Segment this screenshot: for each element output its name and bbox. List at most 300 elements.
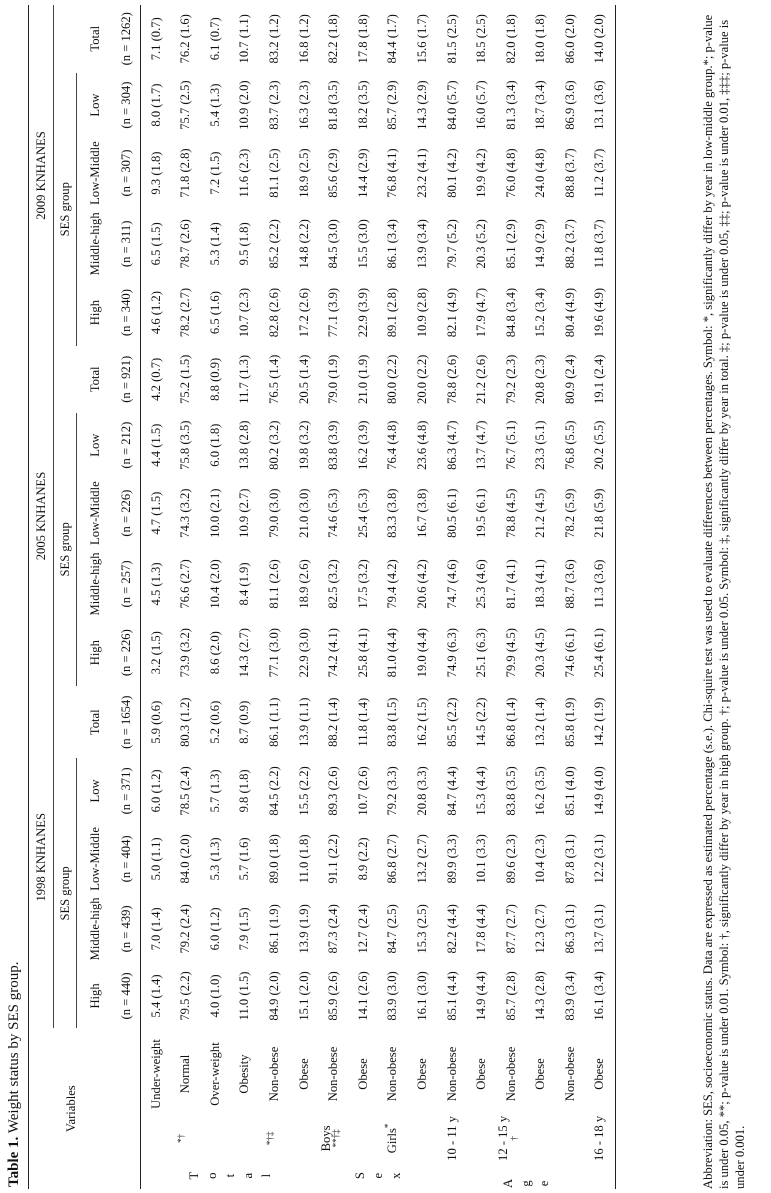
value-cell: 8.8 (0.9) bbox=[207, 357, 222, 401]
group-total-letter: l bbox=[258, 1173, 273, 1178]
category-cell: Non-obese bbox=[266, 1046, 281, 1102]
value-cell: 16.2 (3.9) bbox=[355, 420, 370, 470]
category-cell: Obesity bbox=[237, 1054, 252, 1094]
value-cell: 11.3 (3.6) bbox=[592, 559, 607, 609]
value-cell: 80.4 (4.9) bbox=[562, 287, 577, 338]
value-cell: 82.2 (1.8) bbox=[326, 14, 341, 64]
value-cell: 85.7 (2.8) bbox=[503, 971, 518, 1021]
value-cell: 80.9 (2.4) bbox=[562, 354, 577, 404]
col-header-2-4: Total bbox=[87, 25, 102, 52]
col-header-0-2: Low-Middle bbox=[87, 827, 102, 891]
value-cell: 21.2 (2.6) bbox=[474, 354, 489, 404]
value-cell: 20.2 (5.5) bbox=[592, 420, 607, 470]
value-cell: 13.1 (3.6) bbox=[592, 80, 607, 130]
subgroup-cell bbox=[259, 1114, 289, 1162]
value-cell: 81.3 (3.4) bbox=[503, 80, 518, 130]
value-cell: 16.1 (3.4) bbox=[592, 971, 607, 1021]
value-cell: 8.7 (0.9) bbox=[237, 700, 252, 744]
col-header-0-4: Total bbox=[87, 709, 102, 736]
value-cell: 80.5 (6.1) bbox=[444, 488, 459, 538]
category-cell: Obese bbox=[355, 1058, 370, 1090]
value-cell: 18.0 (1.8) bbox=[533, 14, 548, 64]
subgroup-cell bbox=[526, 1114, 556, 1162]
value-cell: 25.8 (4.1) bbox=[355, 628, 370, 678]
value-cell: 11.7 (1.3) bbox=[237, 354, 252, 404]
value-cell: 84.4 (1.7) bbox=[385, 14, 400, 64]
value-cell: 13.7 (3.1) bbox=[592, 904, 607, 954]
value-cell: 85.6 (2.9) bbox=[326, 148, 341, 198]
value-cell: 4.2 (0.7) bbox=[148, 357, 163, 401]
value-cell: 84.7 (4.4) bbox=[444, 766, 459, 816]
value-cell: 23.6 (4.8) bbox=[414, 420, 429, 470]
subgroup-cell bbox=[230, 1114, 260, 1162]
value-cell: 17.8 (1.8) bbox=[355, 14, 370, 64]
value-cell: 76.6 (2.7) bbox=[178, 559, 193, 609]
value-cell: 17.8 (4.4) bbox=[474, 904, 489, 954]
sample-size-cell: (n = 340) bbox=[119, 289, 134, 337]
value-cell: 79.7 (5.2) bbox=[444, 219, 459, 269]
sample-size-cell: (n = 1262) bbox=[119, 12, 134, 66]
col-header-0-3: Low bbox=[87, 779, 102, 803]
value-cell: 74.9 (6.3) bbox=[444, 628, 459, 678]
sample-size-cell: (n = 404) bbox=[119, 835, 134, 883]
value-cell: 74.6 (5.3) bbox=[326, 488, 341, 538]
value-cell: 81.0 (4.4) bbox=[385, 628, 400, 678]
value-cell: 12.2 (3.1) bbox=[592, 834, 607, 884]
value-cell: 82.1 (4.9) bbox=[444, 287, 459, 338]
group-sex-letter: x bbox=[388, 1172, 403, 1179]
category-cell: Obese bbox=[296, 1058, 311, 1090]
col-header-2-2: Low-Middle bbox=[87, 141, 102, 205]
value-cell: 91.1 (2.2) bbox=[326, 834, 341, 884]
value-cell: 83.8 (3.9) bbox=[326, 420, 341, 470]
value-cell: 14.5 (2.2) bbox=[474, 697, 489, 747]
value-cell: 11.6 (2.3) bbox=[237, 148, 252, 198]
table-row bbox=[526, 5, 556, 1189]
value-cell: 19.0 (4.4) bbox=[414, 628, 429, 678]
age-range-label: 10 - 11 y bbox=[444, 1116, 459, 1161]
value-cell: 14.3 (2.9) bbox=[414, 80, 429, 130]
value-cell: 86.1 (3.4) bbox=[385, 219, 400, 269]
value-cell: 10.9 (2.8) bbox=[414, 287, 429, 338]
table-row bbox=[378, 5, 408, 1189]
value-cell: 82.8 (2.6) bbox=[266, 287, 281, 338]
group-age bbox=[437, 1162, 615, 1189]
value-cell: 9.5 (1.8) bbox=[237, 222, 252, 266]
value-cell: 81.5 (2.5) bbox=[444, 14, 459, 64]
table-label: Table 1. bbox=[6, 1136, 22, 1187]
value-cell: 75.2 (1.5) bbox=[178, 354, 193, 404]
col-header-0-0: High bbox=[87, 983, 102, 1009]
value-cell: 14.0 (2.0) bbox=[592, 14, 607, 64]
value-cell: 24.0 (4.8) bbox=[533, 148, 548, 198]
group-sex bbox=[319, 1162, 437, 1189]
value-cell: 5.7 (1.3) bbox=[207, 769, 222, 813]
value-cell: 86.9 (3.6) bbox=[562, 80, 577, 130]
col-header-1-3: Low bbox=[87, 433, 102, 457]
col-header-1-2: Low-Middle bbox=[87, 481, 102, 545]
value-cell: 86.1 (1.9) bbox=[266, 904, 281, 954]
value-cell: 25.4 (5.3) bbox=[355, 488, 370, 538]
value-cell: 84.5 (3.0) bbox=[326, 219, 341, 269]
value-cell: 85.9 (2.6) bbox=[326, 971, 341, 1021]
table-body bbox=[141, 5, 616, 1189]
value-cell: 7.1 (0.7) bbox=[148, 17, 163, 61]
age-range-label: 16 - 18 y bbox=[592, 1115, 607, 1161]
value-cell: 20.3 (5.2) bbox=[474, 219, 489, 269]
subgroup-cell bbox=[407, 1114, 437, 1162]
value-cell: 81.1 (2.6) bbox=[266, 559, 281, 609]
sample-size-cell: (n = 371) bbox=[119, 767, 134, 815]
value-cell: 84.7 (2.5) bbox=[385, 904, 400, 954]
value-cell: 7.2 (1.5) bbox=[207, 151, 222, 195]
group-sex-letter: e bbox=[370, 1172, 385, 1179]
value-cell: 9.3 (1.8) bbox=[148, 151, 163, 195]
subgroup-cell bbox=[171, 1114, 201, 1162]
value-cell: 75.8 (3.5) bbox=[178, 420, 193, 470]
value-cell: 21.8 (5.9) bbox=[592, 488, 607, 538]
value-cell: 19.1 (2.4) bbox=[592, 354, 607, 404]
value-cell: 83.9 (3.4) bbox=[562, 971, 577, 1021]
value-cell: 23.3 (5.1) bbox=[533, 420, 548, 470]
value-cell: 5.7 (1.6) bbox=[237, 837, 252, 881]
girls-label: Girls bbox=[385, 1128, 400, 1154]
category-cell: Under-weight bbox=[148, 1039, 163, 1109]
ses-group-1998: SES group bbox=[54, 758, 77, 1028]
value-cell: 14.3 (2.8) bbox=[533, 971, 548, 1021]
ses-group-2005: SES group bbox=[54, 413, 77, 686]
value-cell: 7.0 (1.4) bbox=[148, 907, 163, 951]
table-caption: Weight status by SES group. bbox=[6, 961, 22, 1134]
value-cell: 79.2 (2.4) bbox=[178, 904, 193, 954]
value-cell: 87.3 (2.4) bbox=[326, 904, 341, 954]
value-cell: 83.8 (3.5) bbox=[503, 766, 518, 816]
value-cell: 20.6 (4.2) bbox=[414, 559, 429, 609]
value-cell: 79.2 (3.3) bbox=[385, 766, 400, 816]
significance-mark: *† bbox=[175, 1133, 186, 1143]
value-cell: 82.5 (3.2) bbox=[326, 559, 341, 609]
subgroup-cell bbox=[200, 1114, 230, 1162]
value-cell: 16.2 (3.5) bbox=[533, 766, 548, 816]
value-cell: 71.8 (2.8) bbox=[178, 148, 193, 198]
category-cell: Non-obese bbox=[503, 1046, 518, 1102]
subgroup-cell bbox=[141, 1114, 171, 1162]
group-total-letter: T bbox=[186, 1171, 201, 1180]
value-cell: 15.1 (2.0) bbox=[296, 971, 311, 1021]
value-cell: 4.4 (1.5) bbox=[148, 423, 163, 467]
category-cell: Obese bbox=[592, 1058, 607, 1090]
category-cell: Non-obese bbox=[385, 1046, 400, 1102]
subgroup-cell bbox=[467, 1114, 497, 1162]
sample-size-cell: (n = 226) bbox=[119, 629, 134, 677]
sample-size-row bbox=[113, 5, 141, 1189]
value-cell: 84.8 (3.4) bbox=[503, 287, 518, 338]
value-cell: 17.9 (4.7) bbox=[474, 287, 489, 338]
value-cell: 14.9 (4.0) bbox=[592, 766, 607, 816]
survey-2009: 2009 KNHANES bbox=[29, 5, 54, 346]
value-cell: 11.8 (3.7) bbox=[592, 219, 607, 269]
subgroup-cell bbox=[289, 1114, 319, 1162]
value-cell: 16.2 (1.5) bbox=[414, 697, 429, 747]
value-cell: 5.3 (1.3) bbox=[207, 837, 222, 881]
col-header-2-0: High bbox=[87, 300, 102, 326]
value-cell: 13.7 (4.7) bbox=[474, 420, 489, 470]
value-cell: 13.2 (1.4) bbox=[533, 697, 548, 747]
value-cell: 89.6 (2.3) bbox=[503, 834, 518, 884]
value-cell: 5.2 (0.6) bbox=[207, 700, 222, 744]
value-cell: 81.7 (4.1) bbox=[503, 559, 518, 609]
value-cell: 74.3 (3.2) bbox=[178, 488, 193, 538]
col-header-2-1: Middle-high bbox=[87, 212, 102, 276]
value-cell: 15.5 (2.2) bbox=[296, 766, 311, 816]
value-cell: 13.8 (2.8) bbox=[237, 420, 252, 470]
value-cell: 18.2 (3.5) bbox=[355, 80, 370, 130]
table-footnote: Abbreviation: SES, socioeconomic status. Data are expressed as estimated percentage (s.e.). Chi-squire test was used to evaluate differences between percentages. Symbol: *, significantly differ by year in low-middle group.*; p-value is under 0.05, **; p-value is under 0.01. Symbol: †, significantly differ by year in high group. †; p-value is under 0.05. Symbol: ‡, significantly differ by year in total. ‡; p-value is under 0.05, ‡‡; p-value is under 0.01, ‡‡‡; p-value is under 0.001. bbox=[701, 14, 747, 1189]
survey-1998: 1998 KNHANES bbox=[29, 686, 54, 1028]
value-cell: 77.1 (3.0) bbox=[266, 628, 281, 678]
value-cell: 20.3 (4.5) bbox=[533, 628, 548, 678]
value-cell: 89.9 (3.3) bbox=[444, 834, 459, 884]
value-cell: 13.9 (1.9) bbox=[296, 904, 311, 954]
table-row bbox=[259, 5, 289, 1189]
sample-size-cell: (n = 212) bbox=[119, 421, 134, 469]
value-cell: 78.5 (2.4) bbox=[178, 766, 193, 816]
value-cell: 5.3 (1.4) bbox=[207, 222, 222, 266]
value-cell: 25.1 (6.3) bbox=[474, 628, 489, 678]
value-cell: 83.2 (1.2) bbox=[266, 14, 281, 64]
value-cell: 78.2 (5.9) bbox=[562, 488, 577, 538]
value-cell: 20.0 (2.2) bbox=[414, 354, 429, 404]
value-cell: 82.2 (4.4) bbox=[444, 904, 459, 954]
value-cell: 25.3 (4.6) bbox=[474, 559, 489, 609]
value-cell: 16.7 (3.8) bbox=[414, 488, 429, 538]
sample-size-cell: (n = 1654) bbox=[119, 695, 134, 749]
value-cell: 13.2 (2.7) bbox=[414, 834, 429, 884]
table-row bbox=[141, 5, 171, 1189]
value-cell: 12.7 (2.4) bbox=[355, 904, 370, 954]
value-cell: 20.8 (3.3) bbox=[414, 766, 429, 816]
col-header-2-3: Low bbox=[87, 93, 102, 117]
value-cell: 5.4 (1.3) bbox=[207, 83, 222, 127]
value-cell: 11.8 (1.4) bbox=[355, 697, 370, 747]
table-row bbox=[319, 5, 349, 1189]
group-sex-letter: S bbox=[352, 1172, 367, 1180]
value-cell: 85.2 (2.2) bbox=[266, 219, 281, 269]
value-cell: 6.0 (1.2) bbox=[207, 907, 222, 951]
value-cell: 78.2 (2.7) bbox=[178, 287, 193, 338]
value-cell: 15.3 (2.5) bbox=[414, 904, 429, 954]
value-cell: 10.7 (1.1) bbox=[237, 14, 252, 64]
value-cell: 74.2 (4.1) bbox=[326, 628, 341, 678]
value-cell: 86.8 (1.4) bbox=[503, 697, 518, 747]
value-cell: 6.0 (1.2) bbox=[148, 769, 163, 813]
value-cell: 22.9 (3.0) bbox=[296, 628, 311, 678]
subgroup-cell bbox=[348, 1114, 378, 1162]
category-cell: Non-obese bbox=[562, 1046, 577, 1102]
category-cell: Non-obese bbox=[444, 1046, 459, 1102]
value-cell: 73.9 (3.2) bbox=[178, 628, 193, 678]
value-cell: 15.2 (3.4) bbox=[533, 287, 548, 338]
col-header-1-4: Total bbox=[87, 366, 102, 393]
value-cell: 89.3 (2.6) bbox=[326, 766, 341, 816]
sample-size-cell: (n = 921) bbox=[119, 355, 134, 403]
value-cell: 76.2 (1.6) bbox=[178, 14, 193, 64]
value-cell: 21.0 (1.9) bbox=[355, 354, 370, 404]
value-cell: 85.1 (4.0) bbox=[562, 766, 577, 816]
value-cell: 87.8 (3.1) bbox=[562, 834, 577, 884]
value-cell: 23.2 (4.1) bbox=[414, 148, 429, 198]
ses-group-2009: SES group bbox=[54, 73, 77, 346]
value-cell: 17.5 (3.2) bbox=[355, 559, 370, 609]
group-total bbox=[141, 1162, 319, 1189]
value-cell: 76.8 (4.1) bbox=[385, 148, 400, 198]
category-cell: Obese bbox=[414, 1058, 429, 1090]
value-cell: 15.3 (4.4) bbox=[474, 766, 489, 816]
value-cell: 76.5 (1.4) bbox=[266, 354, 281, 404]
value-cell: 11.0 (1.8) bbox=[296, 834, 311, 884]
value-cell: 85.7 (2.9) bbox=[385, 80, 400, 130]
table-row bbox=[407, 5, 437, 1189]
value-cell: 89.1 (2.8) bbox=[385, 287, 400, 338]
table-row bbox=[496, 5, 526, 1189]
survey-2005: 2005 KNHANES bbox=[29, 346, 54, 686]
value-cell: 81.8 (3.5) bbox=[326, 80, 341, 130]
table-row bbox=[348, 5, 378, 1189]
value-cell: 14.4 (2.9) bbox=[355, 148, 370, 198]
value-cell: 10.9 (2.7) bbox=[237, 488, 252, 538]
value-cell: 87.7 (2.7) bbox=[503, 904, 518, 954]
value-cell: 85.8 (1.9) bbox=[562, 697, 577, 747]
category-cell: Normal bbox=[178, 1054, 193, 1094]
value-cell: 78.8 (4.5) bbox=[503, 488, 518, 538]
value-cell: 76.4 (4.8) bbox=[385, 420, 400, 470]
sample-size-cell: (n = 257) bbox=[119, 560, 134, 608]
col-header-1-1: Middle-high bbox=[87, 552, 102, 616]
value-cell: 10.4 (2.3) bbox=[533, 834, 548, 884]
category-cell: Over-weight bbox=[207, 1042, 222, 1106]
value-cell: 5.4 (1.4) bbox=[148, 974, 163, 1018]
value-cell: 86.3 (3.1) bbox=[562, 904, 577, 954]
value-cell: 16.0 (5.7) bbox=[474, 80, 489, 130]
value-cell: 13.9 (1.1) bbox=[296, 697, 311, 747]
value-cell: 13.9 (3.4) bbox=[414, 219, 429, 269]
sample-size-cell: (n = 304) bbox=[119, 81, 134, 129]
value-cell: 86.8 (2.7) bbox=[385, 834, 400, 884]
value-cell: 18.7 (3.4) bbox=[533, 80, 548, 130]
value-cell: 10.1 (3.3) bbox=[474, 834, 489, 884]
sample-size-cell: (n = 307) bbox=[119, 149, 134, 197]
value-cell: 4.7 (1.5) bbox=[148, 491, 163, 535]
age-range-label: 12 - 15 y bbox=[496, 1115, 511, 1161]
value-cell: 80.0 (2.2) bbox=[385, 354, 400, 404]
value-cell: 14.9 (4.4) bbox=[474, 971, 489, 1021]
subgroup-cell bbox=[319, 1114, 349, 1162]
value-cell: 10.4 (2.0) bbox=[207, 559, 222, 609]
sample-size-cell: (n = 439) bbox=[119, 905, 134, 953]
value-cell: 7.9 (1.5) bbox=[237, 907, 252, 951]
value-cell: 16.8 (1.2) bbox=[296, 14, 311, 64]
value-cell: 83.3 (3.8) bbox=[385, 488, 400, 538]
value-cell: 84.0 (5.7) bbox=[444, 80, 459, 130]
value-cell: 88.7 (3.6) bbox=[562, 559, 577, 609]
value-cell: 14.1 (2.6) bbox=[355, 971, 370, 1021]
col-header-0-1: Middle-high bbox=[87, 897, 102, 961]
value-cell: 74.6 (6.1) bbox=[562, 628, 577, 678]
value-cell: 86.3 (4.7) bbox=[444, 420, 459, 470]
sample-size-cell: (n = 226) bbox=[119, 489, 134, 537]
value-cell: 6.1 (0.7) bbox=[207, 17, 222, 61]
value-cell: 10.9 (2.0) bbox=[237, 80, 252, 130]
value-cell: 6.5 (1.5) bbox=[148, 222, 163, 266]
value-cell: 21.0 (3.0) bbox=[296, 488, 311, 538]
subgroup-cell bbox=[585, 1114, 615, 1162]
value-cell: 14.2 (1.9) bbox=[592, 697, 607, 747]
value-cell: 14.8 (2.2) bbox=[296, 219, 311, 269]
group-total-letter: o bbox=[204, 1172, 219, 1179]
significance-mark: * bbox=[383, 1123, 394, 1129]
value-cell: 75.7 (2.5) bbox=[178, 80, 193, 130]
value-cell: 76.8 (5.5) bbox=[562, 420, 577, 470]
value-cell: 18.5 (2.5) bbox=[474, 14, 489, 64]
value-cell: 18.9 (2.6) bbox=[296, 559, 311, 609]
value-cell: 80.2 (3.2) bbox=[266, 420, 281, 470]
group-age-letter: e bbox=[536, 1180, 551, 1187]
boys-label: Boys bbox=[318, 1125, 333, 1152]
value-cell: 6.5 (1.6) bbox=[207, 291, 222, 335]
value-cell: 86.1 (1.1) bbox=[266, 697, 281, 747]
value-cell: 79.4 (4.2) bbox=[385, 559, 400, 609]
value-cell: 81.1 (2.5) bbox=[266, 148, 281, 198]
group-total-letter: a bbox=[240, 1172, 255, 1179]
value-cell: 10.7 (2.6) bbox=[355, 766, 370, 816]
value-cell: 22.9 (3.9) bbox=[355, 287, 370, 338]
value-cell: 8.0 (1.7) bbox=[148, 83, 163, 127]
value-cell: 86.0 (2.0) bbox=[562, 14, 577, 64]
value-cell: 15.6 (1.7) bbox=[414, 14, 429, 64]
value-cell: 14.3 (2.7) bbox=[237, 628, 252, 678]
value-cell: 79.2 (2.3) bbox=[503, 354, 518, 404]
value-cell: 8.6 (2.0) bbox=[207, 631, 222, 675]
value-cell: 79.0 (1.9) bbox=[326, 354, 341, 404]
significance-mark: **†‡ bbox=[331, 1129, 342, 1148]
value-cell: 19.6 (4.9) bbox=[592, 287, 607, 338]
value-cell: 5.0 (1.1) bbox=[148, 837, 163, 881]
value-cell: 79.5 (2.2) bbox=[178, 971, 193, 1021]
value-cell: 80.3 (1.2) bbox=[178, 697, 193, 747]
value-cell: 12.3 (2.7) bbox=[533, 904, 548, 954]
value-cell: 3.2 (1.5) bbox=[148, 631, 163, 675]
value-cell: 20.5 (1.4) bbox=[296, 354, 311, 404]
value-cell: 11.2 (3.7) bbox=[592, 148, 607, 198]
value-cell: 85.1 (2.9) bbox=[503, 219, 518, 269]
value-cell: 4.0 (1.0) bbox=[207, 974, 222, 1018]
category-cell: Obese bbox=[474, 1058, 489, 1090]
value-cell: 6.0 (1.8) bbox=[207, 423, 222, 467]
table-row bbox=[555, 5, 585, 1189]
value-cell: 16.3 (2.3) bbox=[296, 80, 311, 130]
value-cell: 4.5 (1.3) bbox=[148, 562, 163, 606]
value-cell: 76.0 (4.8) bbox=[503, 148, 518, 198]
value-cell: 83.8 (1.5) bbox=[385, 697, 400, 747]
table-row bbox=[467, 5, 497, 1189]
significance-mark: † bbox=[508, 1136, 519, 1141]
group-age-letter: A bbox=[500, 1178, 515, 1188]
subgroup-cell bbox=[555, 1114, 585, 1162]
value-cell: 18.3 (4.1) bbox=[533, 559, 548, 609]
value-cell: 16.1 (3.0) bbox=[414, 971, 429, 1021]
value-cell: 21.2 (4.5) bbox=[533, 488, 548, 538]
value-cell: 74.7 (4.6) bbox=[444, 559, 459, 609]
